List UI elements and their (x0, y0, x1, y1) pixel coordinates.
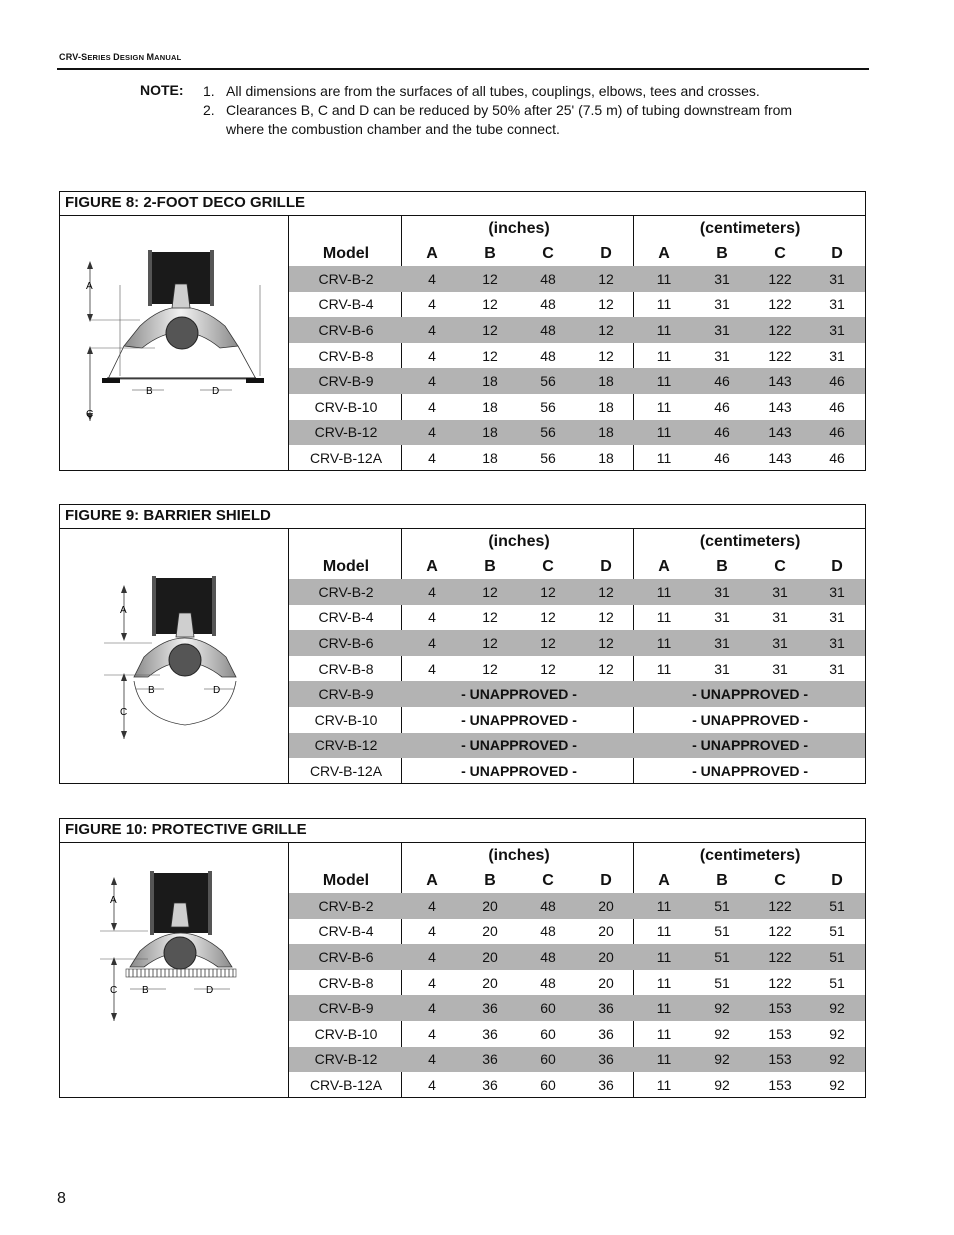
inches-cell: 48 (540, 974, 556, 991)
cm-cell: 11 (656, 923, 672, 940)
unapproved-cell: - UNAPPROVED - (692, 711, 808, 728)
inches-cell: 18 (598, 449, 614, 466)
cm-cell: 122 (768, 923, 792, 940)
column-header-c: C (542, 244, 554, 262)
inches-cell: 60 (540, 1076, 556, 1093)
inches-cell: 4 (428, 923, 436, 940)
deco-grille-diagram (60, 216, 289, 470)
model-cell: CRV-B-2 (289, 893, 403, 919)
cm-cell: 122 (751, 944, 809, 970)
model-cell: CRV-B-12 (289, 420, 403, 446)
inches-cell: 12 (519, 630, 577, 656)
inches-cell: 12 (482, 660, 498, 677)
group-header-cm: (centimeters) (699, 532, 801, 550)
cm-cell: 11 (635, 420, 693, 446)
cm-cell: 153 (751, 1047, 809, 1073)
unapproved-cell: - UNAPPROVED - (692, 762, 808, 779)
table-row (289, 630, 865, 656)
cm-cell: 51 (829, 974, 845, 991)
inches-cell: 48 (519, 944, 577, 970)
cm-cell: 11 (656, 1076, 672, 1093)
cm-cell: 31 (693, 630, 751, 656)
inches-cell: 18 (577, 420, 635, 446)
column-header-model: Model (322, 244, 370, 262)
table-row (289, 394, 865, 420)
cm-cell: 11 (635, 266, 693, 292)
column-header-d: D (831, 871, 843, 889)
cm-cell: 92 (829, 1025, 845, 1042)
table-row (289, 681, 865, 707)
model-cell: CRV-B-10 (314, 398, 378, 415)
cm-cell: 46 (693, 368, 751, 394)
inches-cell: 20 (598, 923, 614, 940)
running-header: CRV-SERIES DESIGN MANUAL (59, 52, 182, 62)
model-cell: CRV-B-6 (289, 630, 403, 656)
inches-cell: 48 (540, 347, 556, 364)
cm-cell: 11 (635, 630, 693, 656)
column-header-b: B (716, 871, 728, 889)
column-header-b: B (484, 871, 496, 889)
dim-label-a: A (86, 281, 93, 292)
column-header-a: A (658, 557, 670, 575)
model-cell: CRV-B-10 (314, 1025, 378, 1042)
table-row (289, 317, 865, 343)
inches-cell: 12 (540, 660, 556, 677)
cm-cell: 11 (635, 944, 693, 970)
cm-cell: 31 (809, 266, 865, 292)
inches-cell: 4 (403, 944, 461, 970)
dim-label-d: D (206, 985, 214, 996)
dim-label-c: C (110, 985, 118, 996)
inches-cell: 4 (428, 609, 436, 626)
inches-cell: 4 (428, 449, 436, 466)
inches-cell: 20 (482, 923, 498, 940)
figure-9-barrier-shield (59, 504, 866, 784)
inches-cell: 4 (428, 660, 436, 677)
figure-title: FIGURE 10: PROTECTIVE GRILLE (60, 819, 865, 843)
column-header-b: B (716, 244, 728, 262)
model-cell: CRV-B-12A (309, 1076, 383, 1093)
cm-cell: 122 (751, 893, 809, 919)
inches-cell: 36 (482, 1076, 498, 1093)
cm-cell: 46 (809, 368, 865, 394)
note-number: 2. (203, 102, 215, 118)
inches-cell: 56 (540, 398, 556, 415)
cm-cell: 46 (714, 449, 730, 466)
note-text: Clearances B, C and D can be reduced by 50% after 25' (7.5 m) of tubing downstream from (226, 102, 793, 118)
inches-cell: 60 (519, 1047, 577, 1073)
protective-grille-diagram (60, 843, 289, 1097)
unapproved-cell: - UNAPPROVED - (461, 711, 577, 728)
column-header-b: B (484, 244, 496, 262)
barrier-shield-diagram (60, 529, 289, 783)
group-header-inches: (inches) (488, 846, 550, 864)
cm-cell: 92 (809, 995, 865, 1021)
cm-cell: 31 (809, 317, 865, 343)
column-header-d: D (600, 871, 612, 889)
dim-label-c: C (86, 409, 94, 420)
inches-cell: 18 (461, 420, 519, 446)
inches-cell: 12 (598, 660, 614, 677)
table-row (289, 605, 865, 631)
cm-cell: 11 (635, 893, 693, 919)
inches-cell: 4 (403, 420, 461, 446)
cm-cell: 51 (693, 893, 751, 919)
inches-cell: 12 (598, 347, 614, 364)
note-label: NOTE: (140, 82, 184, 98)
column-header-d: D (600, 557, 612, 575)
cm-cell: 11 (656, 347, 672, 364)
table-row (289, 1047, 865, 1073)
inches-cell: 4 (403, 1047, 461, 1073)
model-cell: CRV-B-8 (318, 660, 374, 677)
table-row (289, 919, 865, 945)
dim-label-b: B (148, 685, 155, 696)
figure-8-deco-grille (59, 191, 866, 471)
cm-cell: 92 (714, 1076, 730, 1093)
column-header-c: C (774, 871, 786, 889)
inches-cell: 12 (461, 266, 519, 292)
page-number: 8 (57, 1190, 66, 1207)
dim-label-d: D (213, 685, 221, 696)
inches-cell: 12 (482, 609, 498, 626)
model-cell: CRV-B-8 (318, 974, 374, 991)
column-header-c: C (542, 557, 554, 575)
inches-cell: 36 (598, 1025, 614, 1042)
dim-label-c: C (120, 707, 128, 718)
cm-cell: 31 (714, 347, 730, 364)
unapproved-cell: - UNAPPROVED - (635, 733, 865, 759)
column-header-c: C (542, 871, 554, 889)
inches-cell: 18 (482, 449, 498, 466)
unapproved-cell: - UNAPPROVED - (461, 762, 577, 779)
table-row (289, 420, 865, 446)
table-row (289, 707, 865, 733)
column-header-c: C (774, 244, 786, 262)
inches-cell: 36 (577, 1047, 635, 1073)
table-row (289, 343, 865, 369)
cm-cell: 51 (809, 893, 865, 919)
cm-cell: 31 (829, 609, 845, 626)
dim-label-b: B (146, 386, 153, 397)
inches-cell: 4 (403, 630, 461, 656)
cm-cell: 46 (829, 449, 845, 466)
column-header-a: A (426, 244, 438, 262)
cm-cell: 153 (768, 1025, 792, 1042)
unapproved-cell: - UNAPPROVED - (635, 681, 865, 707)
column-header-b: B (716, 557, 728, 575)
cm-cell: 11 (656, 398, 672, 415)
cm-cell: 46 (829, 398, 845, 415)
cm-cell: 31 (772, 609, 788, 626)
header-rule (57, 68, 869, 70)
inches-cell: 18 (461, 368, 519, 394)
inches-cell: 4 (403, 368, 461, 394)
model-cell: CRV-B-9 (289, 368, 403, 394)
cm-cell: 31 (714, 609, 730, 626)
cm-cell: 92 (829, 1076, 845, 1093)
dimensions-table (289, 216, 865, 471)
table-row (289, 368, 865, 394)
model-cell: CRV-B-2 (289, 266, 403, 292)
cm-cell: 11 (635, 579, 693, 605)
cm-cell: 143 (751, 420, 809, 446)
note-number: 1. (203, 83, 215, 99)
inches-cell: 18 (598, 398, 614, 415)
cm-cell: 31 (714, 660, 730, 677)
inches-cell: 20 (482, 974, 498, 991)
cm-cell: 11 (656, 974, 672, 991)
inches-cell: 60 (540, 1025, 556, 1042)
table-row (289, 445, 865, 471)
cm-cell: 11 (635, 995, 693, 1021)
inches-cell: 12 (461, 630, 519, 656)
cm-cell: 153 (768, 1076, 792, 1093)
table-row (289, 893, 865, 919)
model-cell: CRV-B-4 (318, 923, 374, 940)
inches-cell: 4 (403, 995, 461, 1021)
table-row (289, 733, 865, 759)
model-cell: CRV-B-12 (289, 733, 403, 759)
column-header-c: C (774, 557, 786, 575)
cm-cell: 92 (714, 1025, 730, 1042)
table-row (289, 656, 865, 682)
inches-cell: 36 (598, 1076, 614, 1093)
column-header-model: Model (322, 871, 370, 889)
model-cell: CRV-B-6 (289, 944, 403, 970)
cm-cell: 143 (768, 449, 792, 466)
column-header-d: D (831, 244, 843, 262)
cm-cell: 122 (768, 974, 792, 991)
inches-cell: 12 (577, 266, 635, 292)
table-row (289, 292, 865, 318)
cm-cell: 11 (656, 296, 672, 313)
inches-cell: 12 (598, 296, 614, 313)
cm-cell: 143 (751, 368, 809, 394)
column-header-b: B (484, 557, 496, 575)
table-row (289, 1072, 865, 1098)
inches-cell: 12 (461, 579, 519, 605)
column-header-a: A (658, 871, 670, 889)
dimensions-table (289, 843, 865, 1098)
cm-cell: 46 (693, 420, 751, 446)
model-cell: CRV-B-9 (289, 681, 403, 707)
column-header-model: Model (322, 557, 370, 575)
unapproved-cell: - UNAPPROVED - (403, 733, 635, 759)
cm-cell: 31 (751, 630, 809, 656)
cm-cell: 51 (829, 923, 845, 940)
inches-cell: 36 (577, 995, 635, 1021)
inches-cell: 4 (428, 1025, 436, 1042)
model-cell: CRV-B-12 (289, 1047, 403, 1073)
cm-cell: 31 (829, 296, 845, 313)
model-cell: CRV-B-12A (309, 449, 383, 466)
inches-cell: 4 (403, 579, 461, 605)
note-text: where the combustion chamber and the tube connect. (226, 121, 560, 137)
cm-cell: 31 (772, 660, 788, 677)
cm-cell: 11 (635, 317, 693, 343)
cm-cell: 31 (693, 317, 751, 343)
column-header-a: A (658, 244, 670, 262)
cm-cell: 153 (751, 995, 809, 1021)
figure-title: FIGURE 9: BARRIER SHIELD (60, 505, 865, 529)
model-cell: CRV-B-9 (289, 995, 403, 1021)
table-row (289, 579, 865, 605)
cm-cell: 143 (768, 398, 792, 415)
cm-cell: 51 (714, 923, 730, 940)
inches-cell: 60 (519, 995, 577, 1021)
inches-cell: 12 (482, 296, 498, 313)
inches-cell: 12 (519, 579, 577, 605)
cm-cell: 46 (714, 398, 730, 415)
cm-cell: 31 (809, 579, 865, 605)
inches-cell: 48 (519, 317, 577, 343)
group-header-inches: (inches) (488, 219, 550, 237)
model-cell: CRV-B-12A (309, 762, 383, 779)
inches-cell: 12 (598, 609, 614, 626)
inches-cell: 12 (461, 317, 519, 343)
cm-cell: 31 (714, 296, 730, 313)
inches-cell: 4 (403, 893, 461, 919)
inches-cell: 56 (540, 449, 556, 466)
group-header-cm: (centimeters) (699, 846, 801, 864)
cm-cell: 11 (656, 609, 672, 626)
inches-cell: 4 (428, 974, 436, 991)
figure-10-protective-grille (59, 818, 866, 1098)
group-header-cm: (centimeters) (699, 219, 801, 237)
inches-cell: 56 (519, 368, 577, 394)
unapproved-cell: - UNAPPROVED - (403, 681, 635, 707)
column-header-d: D (831, 557, 843, 575)
inches-cell: 36 (482, 1025, 498, 1042)
table-row (289, 944, 865, 970)
inches-cell: 20 (598, 974, 614, 991)
dim-label-b: B (142, 985, 149, 996)
column-header-d: D (600, 244, 612, 262)
inches-cell: 48 (519, 266, 577, 292)
model-cell: CRV-B-4 (318, 296, 374, 313)
inches-cell: 56 (519, 420, 577, 446)
cm-cell: 51 (714, 974, 730, 991)
cm-cell: 31 (829, 347, 845, 364)
cm-cell: 122 (751, 266, 809, 292)
inches-cell: 12 (577, 317, 635, 343)
figure-title: FIGURE 8: 2-FOOT DECO GRILLE (60, 192, 865, 216)
cm-cell: 46 (809, 420, 865, 446)
inches-cell: 20 (461, 944, 519, 970)
cm-cell: 31 (693, 579, 751, 605)
cm-cell: 51 (809, 944, 865, 970)
inches-cell: 4 (403, 266, 461, 292)
cm-cell: 11 (635, 1047, 693, 1073)
cm-cell: 11 (656, 1025, 672, 1042)
table-row (289, 266, 865, 292)
dim-label-a: A (110, 895, 117, 906)
column-header-a: A (426, 871, 438, 889)
table-row (289, 758, 865, 784)
inches-cell: 48 (540, 296, 556, 313)
cm-cell: 31 (751, 579, 809, 605)
dimensions-table (289, 529, 865, 784)
cm-cell: 11 (656, 449, 672, 466)
inches-cell: 4 (428, 1076, 436, 1093)
inches-cell: 20 (461, 893, 519, 919)
inches-cell: 12 (577, 630, 635, 656)
model-cell: CRV-B-8 (318, 347, 374, 364)
dim-label-a: A (120, 605, 127, 616)
cm-cell: 31 (693, 266, 751, 292)
inches-cell: 12 (540, 609, 556, 626)
inches-cell: 20 (577, 944, 635, 970)
cm-cell: 92 (809, 1047, 865, 1073)
dim-label-d: D (212, 386, 220, 397)
cm-cell: 92 (693, 1047, 751, 1073)
inches-cell: 18 (482, 398, 498, 415)
cm-cell: 11 (656, 660, 672, 677)
model-cell: CRV-B-10 (314, 711, 378, 728)
inches-cell: 12 (482, 347, 498, 364)
note-text: All dimensions are from the surfaces of all tubes, couplings, elbows, tees and crosses. (226, 83, 760, 99)
cm-cell: 122 (768, 296, 792, 313)
inches-cell: 36 (461, 1047, 519, 1073)
inches-cell: 20 (577, 893, 635, 919)
model-cell: CRV-B-4 (318, 609, 374, 626)
inches-cell: 4 (428, 296, 436, 313)
table-row (289, 995, 865, 1021)
cm-cell: 122 (768, 347, 792, 364)
table-row (289, 970, 865, 996)
inches-cell: 4 (428, 398, 436, 415)
column-header-a: A (426, 557, 438, 575)
table-row (289, 1021, 865, 1047)
inches-cell: 36 (461, 995, 519, 1021)
cm-cell: 92 (693, 995, 751, 1021)
inches-cell: 4 (403, 317, 461, 343)
inches-cell: 48 (519, 893, 577, 919)
cm-cell: 31 (809, 630, 865, 656)
cm-cell: 11 (635, 368, 693, 394)
cm-cell: 122 (751, 317, 809, 343)
inches-cell: 4 (428, 347, 436, 364)
inches-cell: 12 (577, 579, 635, 605)
cm-cell: 51 (693, 944, 751, 970)
inches-cell: 18 (577, 368, 635, 394)
model-cell: CRV-B-6 (289, 317, 403, 343)
inches-cell: 48 (540, 923, 556, 940)
model-cell: CRV-B-2 (289, 579, 403, 605)
cm-cell: 31 (829, 660, 845, 677)
group-header-inches: (inches) (488, 532, 550, 550)
